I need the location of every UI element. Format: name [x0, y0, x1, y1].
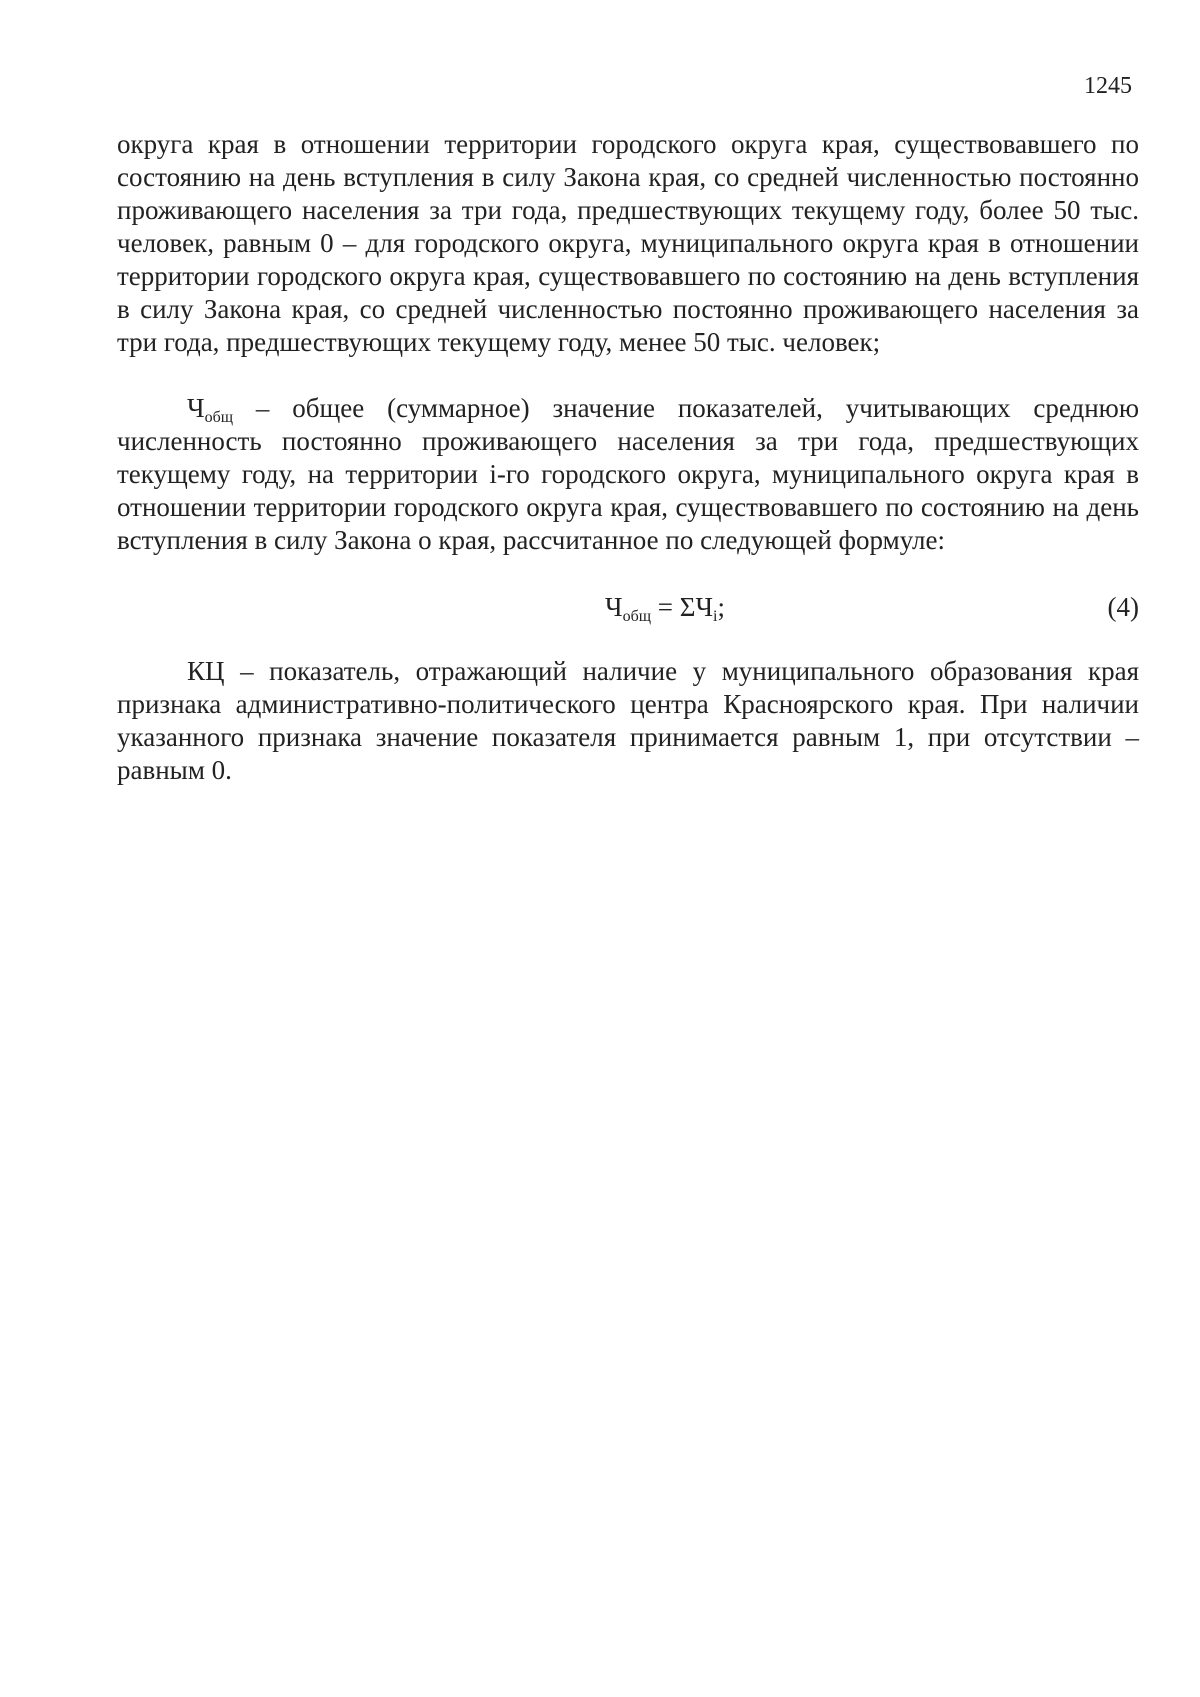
formula-operator: = ΣЧ [651, 592, 714, 622]
formula-lhs-subscript: общ [622, 608, 652, 625]
formula-rhs-subscript: i [713, 608, 718, 625]
formula [605, 590, 725, 624]
paragraph-1: округа края в отношении территории городского округа края, существовавшего по состоянию на день вступления в силу Закона края, со средней численностью постоянно проживающего населения за три года, предшествующих текущему году, более 50 тыс. человек, равным 0 – для городского округа, муниципального округа края в отношении территории городского округа края, существовавшего по состоянию на день вступления в силу Закона края, со средней численностью постоянно проживающего населения за три года, предшествующих текущему году, менее 50 тыс. человек; [117, 129, 1139, 357]
page-number: 1245 [1084, 73, 1132, 99]
symbol-chobshch: Ч [187, 393, 205, 423]
formula-end: ; [717, 592, 725, 622]
formula-row [117, 590, 1139, 624]
symbol-subscript: общ [204, 409, 234, 426]
paragraph-3: КЦ – показатель, отражающий наличие у муниципального образования края признака административно-политического центра Красноярского края. При наличии указанного признака значение показателя принимается равным 1, при отсутствии – равным 0. [117, 656, 1139, 785]
paragraph-2-text: – общее (суммарное) значение показателей, учитывающих среднюю численность постоянно проживающего населения за три года, предшествующих текущему году, на территории i-го городского округа, муниципального округа края в отношении территории городского округа края, существовавшего по состоянию на день вступления в силу Закона о края, рассчитанное по следующей формуле: [117, 393, 1139, 555]
formula-lhs: Ч [605, 592, 623, 622]
paragraph-2 [117, 392, 1139, 557]
formula-number: (4) [1107, 592, 1139, 622]
